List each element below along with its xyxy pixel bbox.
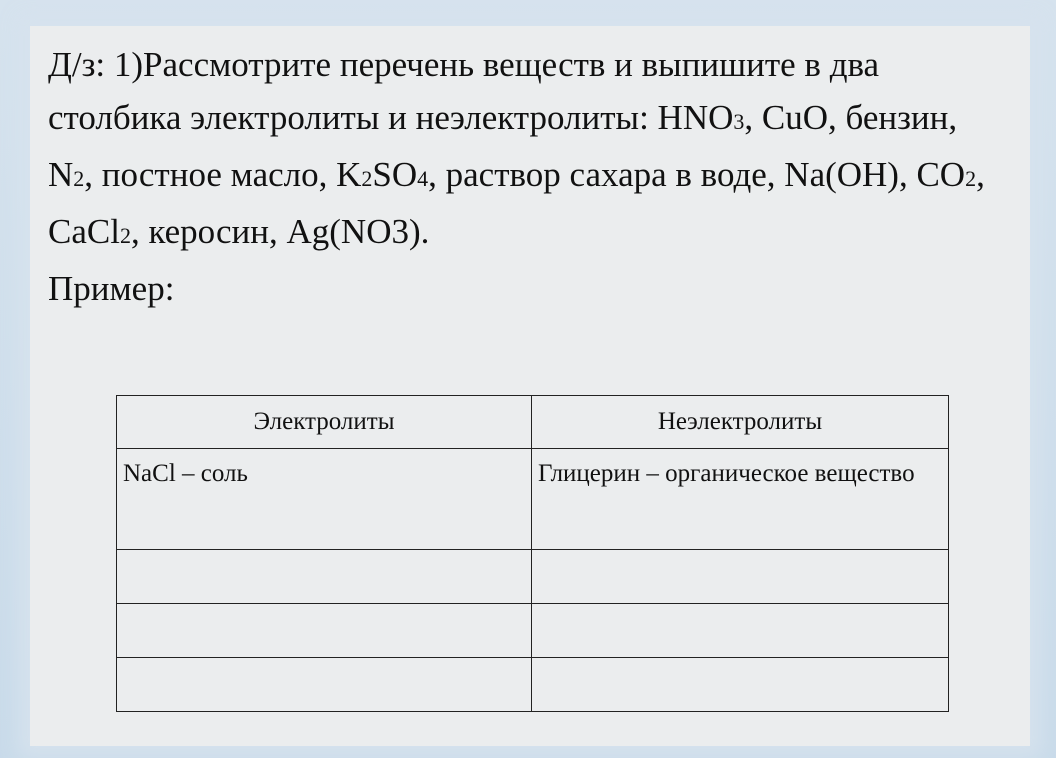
- table-row: [117, 604, 949, 658]
- table-cell: [117, 550, 532, 604]
- table-row: [117, 550, 949, 604]
- header-electrolytes: Электролиты: [117, 396, 532, 449]
- electrolytes-table: [116, 395, 949, 712]
- table-row: [117, 658, 949, 712]
- table-cell: [117, 604, 532, 658]
- header-nonelectrolytes: Неэлектролиты: [532, 396, 949, 449]
- table-cell: [532, 550, 949, 604]
- table-cell: [532, 658, 949, 712]
- table-cell: [117, 658, 532, 712]
- table-row: [117, 449, 949, 550]
- table-cell: [532, 604, 949, 658]
- homework-text: Д/з: 1)Рассмотрите перечень веществ и выпишите в два столбика электролиты и неэлектролиты: HNO3, CuO, бензин, N2, постное масло, K2SO4, раствор сахара в воде, Na(OH), CO2, CaCl2, керосин, Ag(NO3). Пример:: [48, 45, 985, 308]
- example-label: Пример:: [48, 269, 175, 308]
- table-cell: Глицерин – органическое вещество: [532, 449, 949, 550]
- table-cell: NaCl – соль: [117, 449, 532, 550]
- table-header-row: [117, 396, 949, 449]
